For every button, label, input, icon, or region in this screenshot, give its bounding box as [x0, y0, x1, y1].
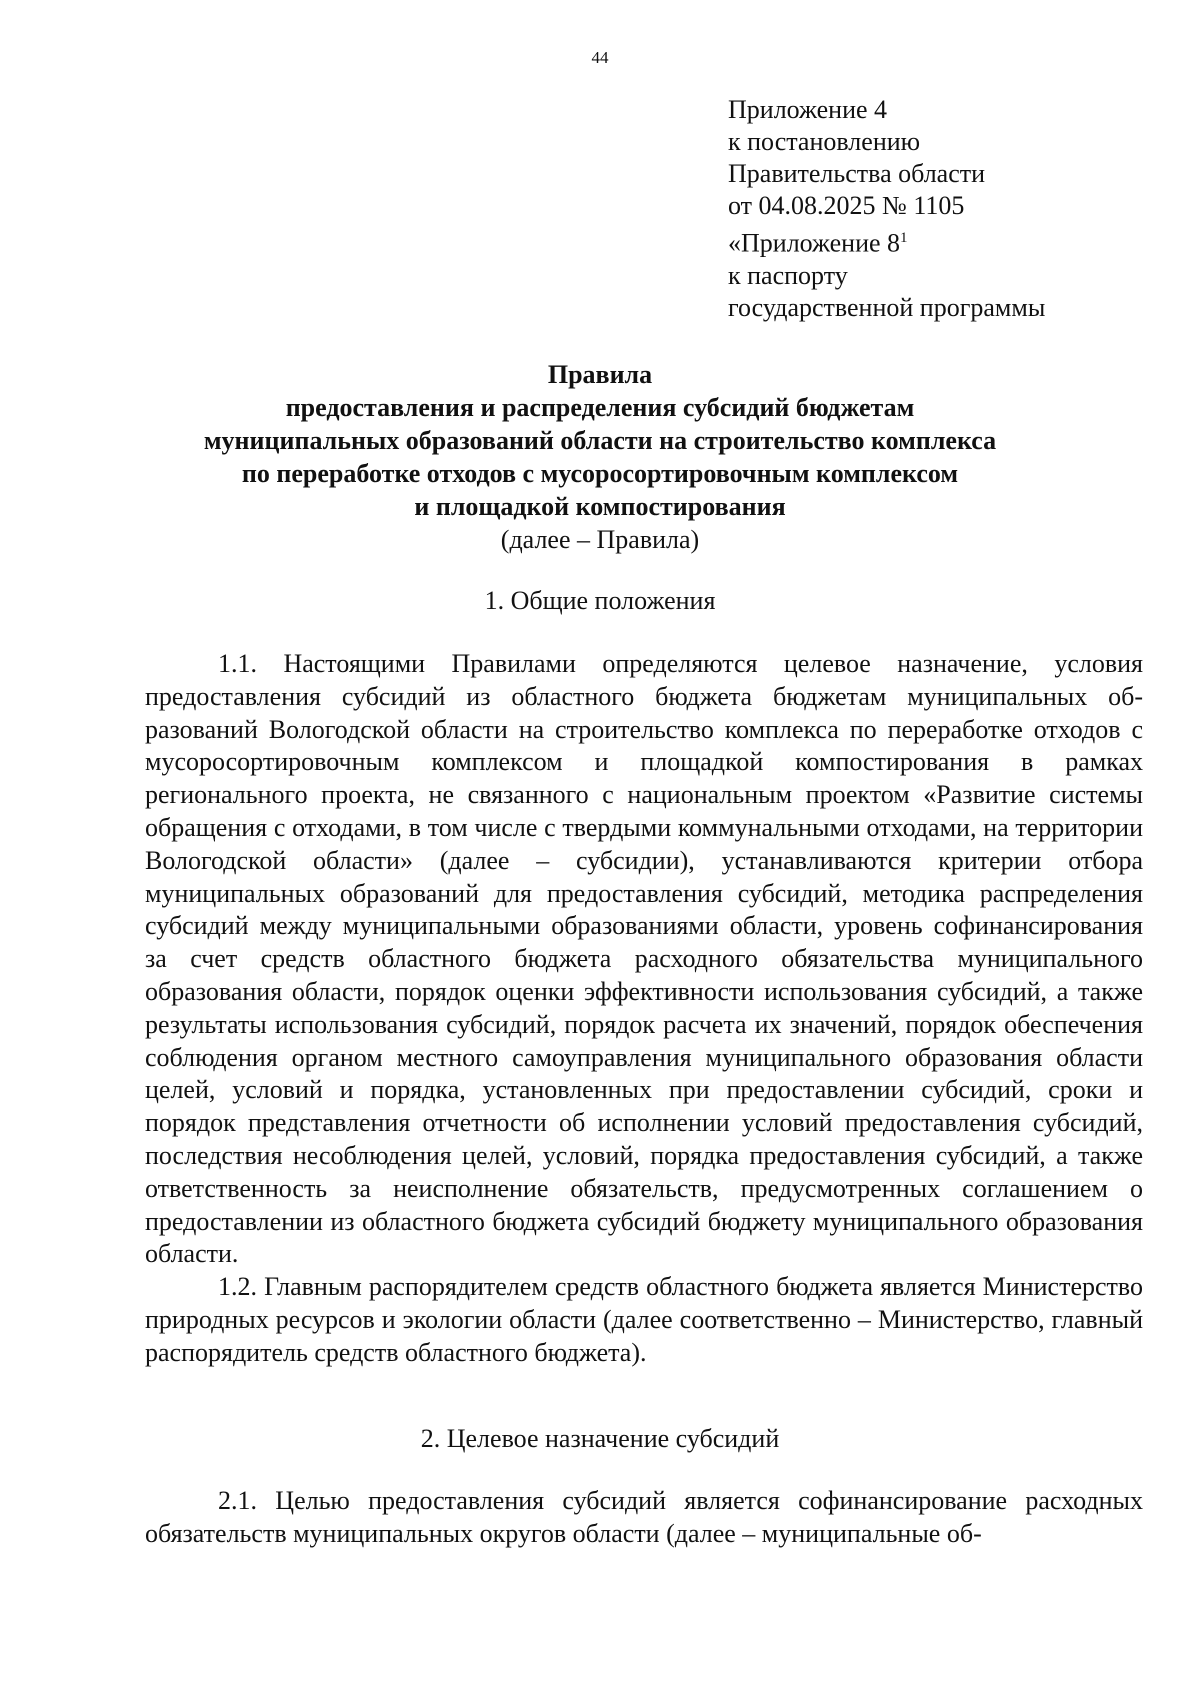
paragraph-1-1: 1.1. Настоящими Правилами определяются целевое назначение, условия предоставления субсидий из областного бюджета бюджетам муниципальных образований Вологодской области на строительство комплекса по переработке отходов с мусоросортировочным комплексом и площадкой компостирования в рамках регионального проекта, не связанного с национальным проектом «Развитие системы обращения с отходами, в том числе с твердыми коммунальными отходами, на территории Вологодской области» (далее – субсидии), устанавливаются критерии отбора муниципальных образований для предоставления субсидий, методика распределения субсидий между муниципальными образованиями области, уровень софинансирования за счет средств областного бюджета расходного обязательства муниципального образования области, порядок оценки эффективности использования субсидий, а также результаты использования субсидий, порядок расчета их значений, порядок обеспечения соблюдения органом местного самоуправления муниципального образования области целей, условий и порядка, установленных при предоставлении субсидий, сроки и порядок представления отчетности об исполнении условий предоставления субсидий, последствия несоблюдения целей, условий, порядка предоставления субсидий, а также ответственность за неисполнение обязательств, предусмотренных соглашением о предоставлении из областного бюджета субсидий бюджету муниципального образования области.: [145, 649, 1143, 1269]
document-title: [100, 358, 1100, 556]
appendix-line: к постановлению: [728, 127, 921, 156]
paragraph-1-2: 1.2. Главным распорядителем средств областного бюджета является Министерство природных ресурсов и экологии области (далее соответственно – Министерство, главный распорядитель средств областного бюджета).: [145, 1272, 1143, 1367]
section-2-heading: 2. Целевое назначение субсидий: [420, 1424, 780, 1453]
appendix-block: [728, 94, 1168, 324]
title-note: (далее – Правила): [500, 525, 700, 554]
section-1-body: [145, 648, 1143, 1370]
appendix-line: Приложение 4: [728, 95, 888, 124]
paragraph-2-1: 2.1. Целью предоставления субсидий является софинансирование расходных обязательств муниципальных округов области (далее – муниципальные об-: [145, 1486, 1143, 1548]
section-2-body: [145, 1485, 1143, 1551]
title-line: предоставления и распределения субсидий бюджетам: [285, 393, 915, 422]
appendix-line: к паспорту: [728, 260, 848, 290]
appendix-line: [728, 222, 1168, 260]
section-1-heading: 1. Общие положения: [484, 586, 716, 615]
appendix-superscript: 1: [900, 230, 908, 246]
page-number: 44: [591, 48, 609, 67]
title-line: и площадкой компостирования: [414, 492, 786, 521]
appendix-line: от 04.08.2025 № 1105: [728, 191, 965, 220]
appendix-line: государственной программы: [728, 292, 1046, 322]
title-line: по переработке отходов с мусоросортировочным комплексом: [241, 459, 959, 488]
title-line: Правила: [547, 360, 653, 389]
appendix-line: Правительства области: [728, 159, 986, 188]
appendix-annex-label: «Приложение 8: [728, 228, 901, 258]
title-line: муниципальных образований области на строительство комплекса: [203, 426, 997, 455]
